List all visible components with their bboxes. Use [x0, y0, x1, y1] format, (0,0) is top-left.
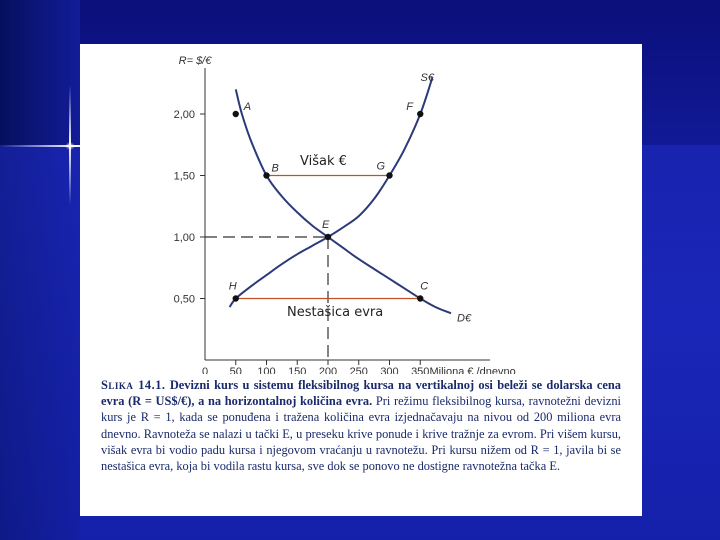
x-tick-label: 100	[257, 366, 276, 374]
surplus-annotation: Višak €	[300, 154, 347, 169]
point-e	[325, 234, 331, 240]
x-axis-label: Miliona € /dnevno	[429, 366, 516, 374]
shortage-annotation: Nestašica evra	[287, 305, 384, 320]
x-tick-label: 350	[411, 366, 430, 374]
point-label-h: H	[228, 280, 237, 293]
demand-curve	[236, 89, 451, 313]
point-label-g: G	[376, 160, 386, 173]
y-tick-label: 2,00	[173, 109, 195, 121]
x-tick-label: 150	[288, 366, 307, 374]
y-tick-label: 1,00	[173, 232, 195, 244]
point-label-f: F	[406, 101, 413, 113]
point-label-e: E	[322, 219, 330, 231]
figure-panel	[80, 44, 642, 516]
x-tick-label: 200	[318, 366, 338, 374]
figure-caption	[101, 377, 621, 474]
x-tick-label: 300	[380, 366, 399, 374]
point-g	[386, 172, 392, 178]
point-label-a: A	[243, 101, 252, 113]
point-b	[263, 172, 269, 178]
y-tick-label: 1,50	[173, 170, 195, 183]
point-h	[233, 295, 239, 301]
sparkle-core	[65, 142, 75, 150]
x-tick-label: 0	[201, 366, 209, 374]
y-axis-label: R= $/€	[178, 55, 212, 67]
caption-title: Slika 14.1.	[101, 378, 166, 392]
supply-demand-chart	[80, 44, 642, 374]
point-label-c: C	[420, 280, 429, 293]
caption-bold-text: Devizni kurs u sistemu fleksibilnog kursa na vertikalnoj osi beleži se dolarska cena evra (R = US$/€), a na horizontalnoj količina evra.	[101, 378, 621, 409]
point-a	[233, 111, 239, 117]
x-tick-label: 250	[349, 366, 368, 374]
point-label-b: B	[271, 162, 279, 175]
y-tick-label: 0,50	[173, 293, 195, 306]
x-tick-label: 50	[229, 366, 242, 374]
supply-curve	[230, 77, 433, 307]
supply-curve-label: S€	[420, 72, 435, 85]
caption-body: Pri režimu fleksibilnog kursa, ravnotežni devizni kurs je R = 1, kada se ponuđena i tražena količina evra izjednačavaju na nivou od 200 miliona evra dnevno. Ravnoteža se nalazi u tački E, u preseku krive ponude i krive tražnje za evrom. Pri višem kursu, višak evra bi vodio padu kursa i njegovom vraćanju u ravnotežu. Pri kursu nižem od R = 1, javila bi se nestašica evra, koja bi vodila rastu kursa, sve dok se ponovo ne dostigne ravnotežna tačka E.	[101, 394, 622, 474]
point-c	[417, 295, 423, 301]
demand-curve-label: D€	[457, 312, 472, 325]
point-f	[417, 111, 423, 117]
